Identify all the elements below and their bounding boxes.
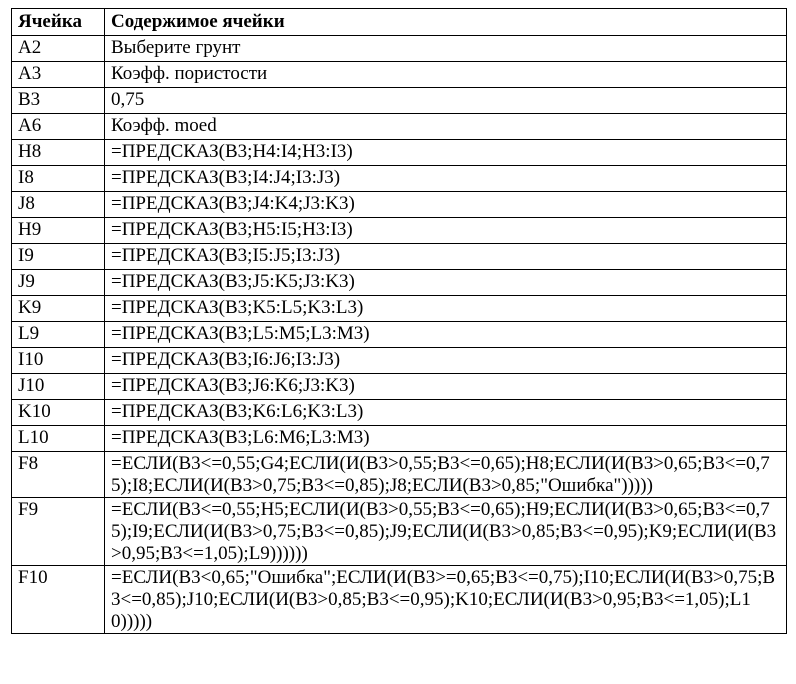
table-row	[12, 566, 787, 634]
table-row	[12, 244, 787, 270]
table-row	[12, 400, 787, 426]
cell-reference: H9	[12, 218, 105, 244]
cell-reference: H8	[12, 140, 105, 166]
cell-reference: I8	[12, 166, 105, 192]
cell-content: =ЕСЛИ(B3<0,65;"Ошибка";ЕСЛИ(И(B3>=0,65;B3<=0,75);I10;ЕСЛИ(И(B3>0,75;B3<=0,85);J10;ЕСЛИ(И(B3>0,85;B3<=0,95);K10;ЕСЛИ(И(B3>0,95;B3<=1,05);L10)))))	[105, 566, 787, 634]
cell-content: Выберите грунт	[105, 36, 787, 62]
cell-content: =ПРЕДСКАЗ(B3;K6:L6;K3:L3)	[105, 400, 787, 426]
table-row	[12, 166, 787, 192]
table-row	[12, 218, 787, 244]
column-header-cell: Ячейка	[12, 9, 105, 36]
cell-content: =ПРЕДСКАЗ(B3;H4:I4;H3:I3)	[105, 140, 787, 166]
cell-reference: K10	[12, 400, 105, 426]
cell-reference: A6	[12, 114, 105, 140]
table-row	[12, 296, 787, 322]
table-row	[12, 270, 787, 296]
column-header-content: Содержимое ячейки	[105, 9, 787, 36]
cell-content: =ЕСЛИ(B3<=0,55;G4;ЕСЛИ(И(B3>0,55;B3<=0,65);H8;ЕСЛИ(И(B3>0,65;B3<=0,75);I8;ЕСЛИ(И(B3>0,75;B3<=0,85);J8;ЕСЛИ(B3>0,85;"Ошибка")))))	[105, 452, 787, 498]
table-body	[12, 36, 787, 634]
table-row	[12, 36, 787, 62]
cell-content: =ЕСЛИ(B3<=0,55;H5;ЕСЛИ(И(B3>0,55;B3<=0,65);H9;ЕСЛИ(И(B3>0,65;B3<=0,75);I9;ЕСЛИ(И(B3>0,75;B3<=0,85);J9;ЕСЛИ(И(B3>0,85;B3<=0,95);K9;ЕСЛИ(И(B3>0,95;B3<=1,05);L9))))))	[105, 498, 787, 566]
cell-content: =ПРЕДСКАЗ(B3;L5:M5;L3:M3)	[105, 322, 787, 348]
cell-reference: F8	[12, 452, 105, 498]
table-row	[12, 374, 787, 400]
table-header-row	[12, 9, 787, 36]
cell-reference: K9	[12, 296, 105, 322]
cell-reference: L9	[12, 322, 105, 348]
cell-content: =ПРЕДСКАЗ(B3;H5:I5;H3:I3)	[105, 218, 787, 244]
cell-content: =ПРЕДСКАЗ(B3;J5:K5;J3:K3)	[105, 270, 787, 296]
table-row	[12, 62, 787, 88]
cell-content: =ПРЕДСКАЗ(B3;K5:L5;K3:L3)	[105, 296, 787, 322]
table-row	[12, 192, 787, 218]
table-row	[12, 348, 787, 374]
cell-reference: A3	[12, 62, 105, 88]
cell-reference: J9	[12, 270, 105, 296]
cell-reference: B3	[12, 88, 105, 114]
cell-reference: I9	[12, 244, 105, 270]
table-row	[12, 140, 787, 166]
cell-reference: F10	[12, 566, 105, 634]
cell-content: Коэфф. пористости	[105, 62, 787, 88]
cell-reference: J8	[12, 192, 105, 218]
table-row	[12, 452, 787, 498]
cell-content: =ПРЕДСКАЗ(B3;J4:K4;J3:K3)	[105, 192, 787, 218]
cell-content: =ПРЕДСКАЗ(B3;J6:K6;J3:K3)	[105, 374, 787, 400]
cell-content: 0,75	[105, 88, 787, 114]
table-row	[12, 114, 787, 140]
cell-content: =ПРЕДСКАЗ(B3;I6:J6;I3:J3)	[105, 348, 787, 374]
table-row	[12, 498, 787, 566]
cell-content: Коэфф. moed	[105, 114, 787, 140]
cell-contents-table	[11, 8, 787, 634]
cell-reference: J10	[12, 374, 105, 400]
cell-reference: I10	[12, 348, 105, 374]
cell-content: =ПРЕДСКАЗ(B3;I5:J5;I3:J3)	[105, 244, 787, 270]
table-row	[12, 322, 787, 348]
table-row	[12, 426, 787, 452]
cell-reference: F9	[12, 498, 105, 566]
cell-reference: L10	[12, 426, 105, 452]
cell-content: =ПРЕДСКАЗ(B3;L6:M6;L3:M3)	[105, 426, 787, 452]
cell-content: =ПРЕДСКАЗ(B3;I4:J4;I3:J3)	[105, 166, 787, 192]
table-row	[12, 88, 787, 114]
cell-reference: A2	[12, 36, 105, 62]
